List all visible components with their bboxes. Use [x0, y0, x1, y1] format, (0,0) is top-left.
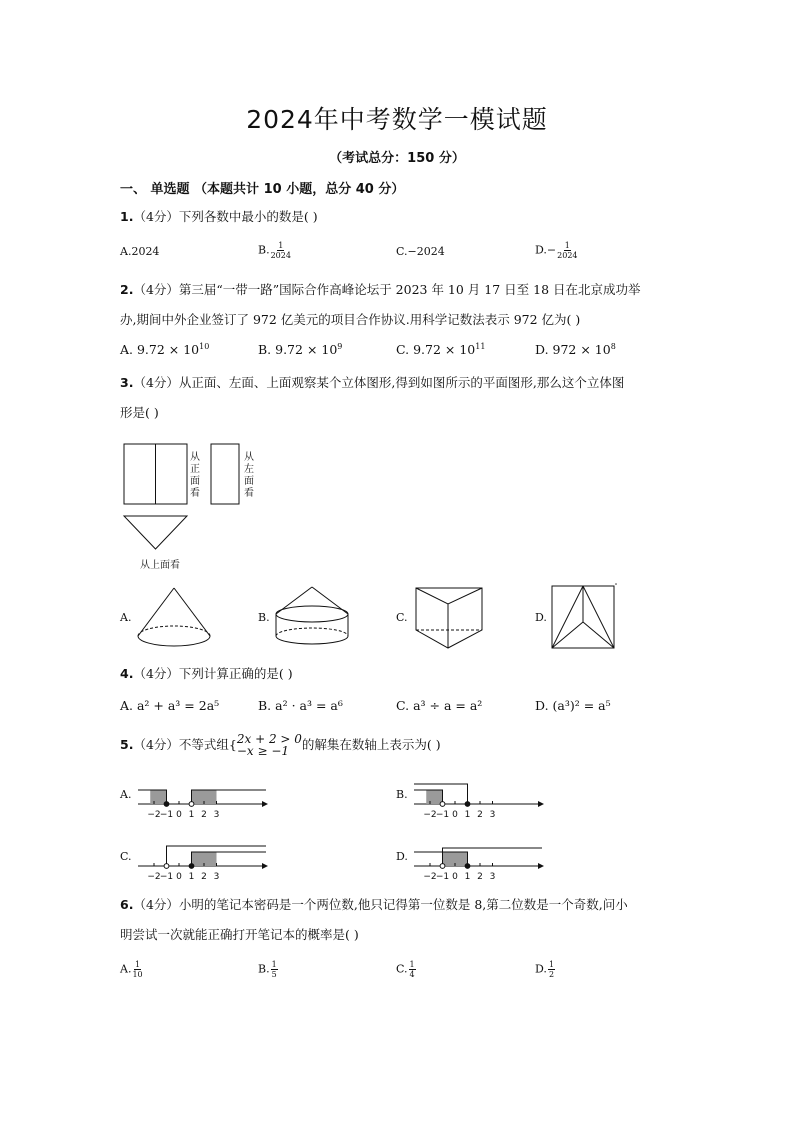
closed-endpoint [465, 802, 470, 807]
axis-tick-label: 0 [176, 872, 182, 882]
q3-option-a-label[interactable]: A. [120, 611, 132, 624]
solution-shade [150, 790, 166, 804]
section-heading: 一、 单选题 （本题共计 10 小题，总分 40 分） [120, 182, 405, 197]
question-text-line1: 从正面、左面、上面观察某个立体图形,得到如图所示的平面图形,那么这个立体图 [178, 375, 625, 390]
q4-option-d[interactable]: D. (a³)² = a⁵ [535, 698, 611, 713]
question-number: 2. [120, 282, 134, 297]
q6-option-d[interactable]: D. $\frac{1}{2}$ [535, 960, 555, 979]
q1-option-b[interactable]: B. $\frac{1}{2024}$ [258, 241, 291, 260]
question-text-line2: 办,期间中外企业签订了 972 亿美元的项目合作协议.用科学记数法表示 972 亿为( ) [120, 312, 581, 327]
question-text-line1: 小明的笔记本密码是一个两位数,他只记得第一位数是 8,第二位数是一个奇数,问小 [178, 897, 628, 912]
axis-arrow [538, 863, 544, 869]
closed-endpoint [164, 802, 169, 807]
q2-option-c[interactable]: C. $9.72 \times 10^{11}$ [396, 342, 486, 358]
q6-option-c[interactable]: C. $\frac{1}{4}$ [396, 960, 415, 979]
axis-tick-label: −2 [147, 872, 161, 882]
question-text: 下列各数中最小的数是( ) [178, 209, 318, 224]
question-5 [120, 733, 441, 757]
question-1 [120, 208, 318, 226]
question-6 [120, 896, 680, 944]
solution-shade [426, 790, 442, 804]
axis-tick-label: −1 [435, 810, 450, 820]
fraction: $\frac{1}{4}$ [409, 960, 415, 979]
axis-tick-label: 3 [489, 872, 496, 882]
axis-tick-label: 0 [452, 872, 458, 882]
axis-tick-label: 1 [188, 872, 195, 882]
q5-option-c-numberline[interactable] [134, 836, 274, 884]
axis-tick-label: 2 [201, 810, 207, 820]
axis-tick-label: −1 [159, 872, 174, 882]
q5-option-a-label[interactable]: A. [120, 788, 132, 801]
page-title: 2024年中考数学一模试题 [246, 105, 548, 134]
left-view-rect [211, 444, 239, 504]
q3-option-b-label[interactable]: B. [258, 611, 270, 624]
left-view-label: 从左面看 [244, 452, 254, 499]
q1-option-c[interactable]: C.−2024 [396, 245, 445, 258]
q5-option-d-label[interactable]: D. [396, 850, 408, 863]
q5-option-b-numberline[interactable] [410, 774, 550, 822]
inequality-system: 2x + 2 > 0 −x ≥ −1 [236, 732, 302, 758]
q5-option-a-numberline[interactable] [134, 774, 274, 822]
question-text-line2: 形是( ) [120, 405, 159, 420]
fraction: $\frac{1}{5}$ [271, 960, 277, 979]
q6-option-b[interactable]: B. $\frac{1}{5}$ [258, 960, 277, 979]
q3-option-c-prism[interactable] [410, 584, 490, 654]
q1-option-d[interactable]: D.− $\frac{1}{2024}$ [535, 241, 578, 260]
q5-option-d-numberline[interactable] [410, 836, 550, 884]
question-number: 1. [120, 209, 134, 224]
open-endpoint [440, 864, 445, 869]
axis-tick-label: −2 [423, 810, 437, 820]
question-2 [120, 281, 680, 329]
q3-option-c-label[interactable]: C. [396, 611, 408, 624]
axis-arrow [538, 801, 544, 807]
question-text-before: 不等式组{ [178, 737, 237, 752]
question-3 [120, 374, 680, 422]
axis-tick-label: 1 [188, 810, 195, 820]
fraction: $\frac{1}{2024}$ [270, 241, 291, 260]
fraction: $\frac{1}{2}$ [548, 960, 555, 979]
closed-endpoint [465, 864, 470, 869]
question-number: 6. [120, 897, 134, 912]
axis-tick-label: −1 [435, 872, 450, 882]
axis-tick-label: 2 [201, 872, 207, 882]
question-text: 下列计算正确的是( ) [178, 666, 293, 681]
open-endpoint [440, 802, 445, 807]
top-view-triangle [124, 516, 187, 549]
question-number: 3. [120, 375, 134, 390]
question-text-line1: 第三届“一带一路”国际合作高峰论坛于 2023 年 10 月 17 日至 18 日在北京成功举 [178, 282, 641, 297]
axis-arrow [262, 801, 268, 807]
axis-tick-label: 0 [452, 810, 458, 820]
q3-option-a-cone[interactable] [134, 584, 214, 654]
q2-option-a[interactable]: A. $9.72 \times 10^{10}$ [120, 342, 210, 358]
question-score: （4分） [133, 737, 179, 752]
q4-option-c[interactable]: C. a³ ÷ a = a² [396, 698, 483, 713]
question-number: 5. [120, 737, 134, 752]
question-score: （4分） [133, 209, 179, 224]
q4-option-b[interactable]: B. a² · a³ = a⁶ [258, 698, 343, 713]
q5-option-c-label[interactable]: C. [120, 850, 132, 863]
question-text-line2: 明尝试一次就能正确打开笔记本的概率是( ) [120, 927, 359, 942]
fraction: $\frac{1}{10}$ [132, 960, 143, 979]
axis-tick-label: −2 [423, 872, 437, 882]
axis-tick-label: 2 [477, 872, 483, 882]
q4-option-a[interactable]: A. a² + a³ = 2a⁵ [120, 698, 220, 713]
q3-option-d-label[interactable]: D. [535, 611, 547, 624]
axis-tick-label: 1 [464, 810, 471, 820]
top-view-label: 从上面看 [140, 560, 180, 571]
question-text-after: 的解集在数轴上表示为( ) [301, 737, 441, 752]
exam-total-score: （考试总分：150 分） [329, 151, 465, 166]
q2-option-b[interactable]: B. $9.72 \times 10^9$ [258, 342, 343, 358]
question-score: （4分） [133, 282, 179, 297]
q3-option-d-pyramid[interactable] [548, 582, 623, 654]
question-score: （4分） [133, 375, 179, 390]
q1-option-a[interactable]: A.2024 [120, 245, 160, 258]
q5-option-b-label[interactable]: B. [396, 788, 408, 801]
axis-tick-label: 3 [213, 872, 220, 882]
q6-option-a[interactable]: A. $\frac{1}{10}$ [120, 960, 143, 979]
q3-option-b-cone-cylinder[interactable] [272, 584, 352, 654]
fraction: $\frac{1}{2024}$ [557, 241, 578, 260]
axis-tick-label: −2 [147, 810, 161, 820]
question-4 [120, 665, 293, 683]
q2-option-d[interactable]: D. $972 \times 10^8$ [535, 342, 616, 358]
question-score: （4分） [133, 897, 179, 912]
axis-tick-label: 0 [176, 810, 182, 820]
front-view-label: 从正面看 [190, 452, 200, 499]
axis-tick-label: 3 [489, 810, 496, 820]
axis-arrow [262, 863, 268, 869]
axis-tick-label: 3 [213, 810, 220, 820]
closed-endpoint [189, 864, 194, 869]
question-score: （4分） [133, 666, 179, 681]
open-endpoint [189, 802, 194, 807]
axis-tick-label: 1 [464, 872, 471, 882]
question-number: 4. [120, 666, 134, 681]
axis-tick-label: −1 [159, 810, 174, 820]
axis-tick-label: 2 [477, 810, 483, 820]
open-endpoint [164, 864, 169, 869]
